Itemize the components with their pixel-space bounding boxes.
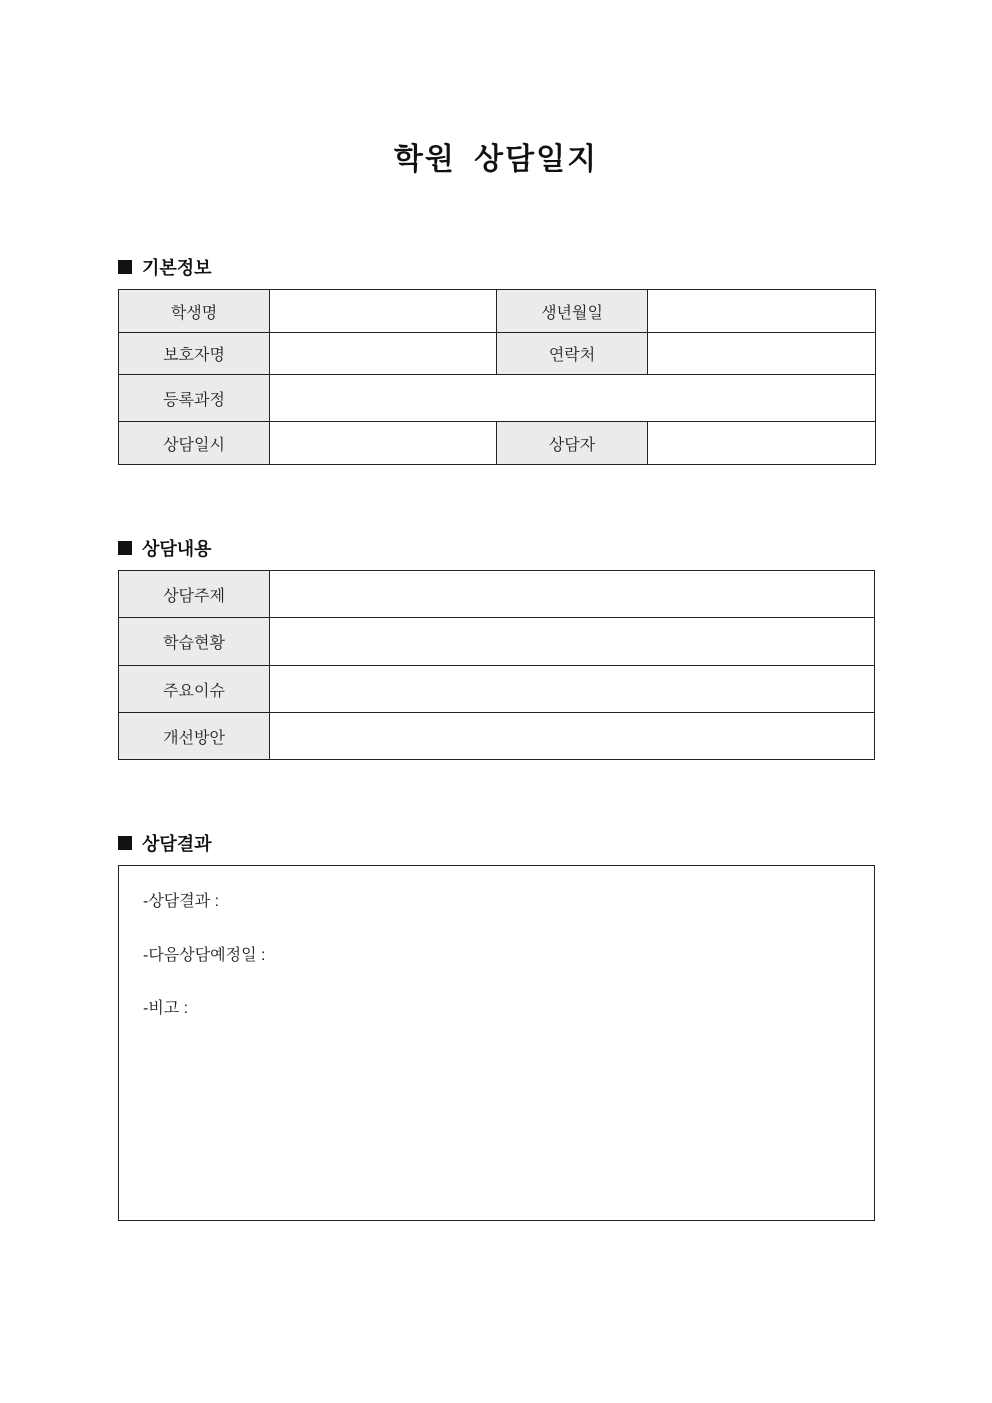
value-guardian-name	[270, 333, 497, 375]
consult-content-table	[118, 570, 875, 760]
value-topic	[270, 571, 875, 618]
section-title: 기본정보	[142, 258, 212, 278]
section-title: 상담내용	[142, 539, 212, 559]
value-counselor	[648, 422, 876, 465]
label-improvement-plan: 개선방안	[119, 713, 270, 760]
section-heading-consult-result	[118, 830, 212, 856]
section-title: 상담결과	[142, 834, 212, 854]
square-bullet-icon	[118, 260, 132, 274]
square-bullet-icon	[118, 836, 132, 850]
section-heading-basic-info	[118, 254, 212, 280]
remarks-line: -비고 :	[143, 1000, 189, 1017]
label-consult-datetime: 상담일시	[119, 422, 270, 465]
next-consult-date-line: -다음상담예정일 :	[143, 947, 266, 964]
label-contact: 연락처	[497, 333, 648, 375]
label-student-name: 학생명	[119, 290, 270, 333]
value-main-issues	[270, 666, 875, 713]
value-course	[270, 375, 876, 422]
value-improvement-plan	[270, 713, 875, 760]
page-title: 학원 상담일지	[393, 143, 599, 176]
label-main-issues: 주요이슈	[119, 666, 270, 713]
value-student-name	[270, 290, 497, 333]
section-heading-consult-content	[118, 535, 212, 561]
label-guardian-name: 보호자명	[119, 333, 270, 375]
value-birth-date	[648, 290, 876, 333]
result-line: -상담결과 :	[143, 893, 220, 910]
consult-result-box	[118, 865, 875, 1221]
value-consult-datetime	[270, 422, 497, 465]
value-learning-status	[270, 618, 875, 666]
label-counselor: 상담자	[497, 422, 648, 465]
label-course: 등록과정	[119, 375, 270, 422]
label-birth-date: 생년월일	[497, 290, 648, 333]
square-bullet-icon	[118, 541, 132, 555]
basic-info-table	[118, 289, 876, 465]
value-contact	[648, 333, 876, 375]
label-topic: 상담주제	[119, 571, 270, 618]
label-learning-status: 학습현황	[119, 618, 270, 666]
